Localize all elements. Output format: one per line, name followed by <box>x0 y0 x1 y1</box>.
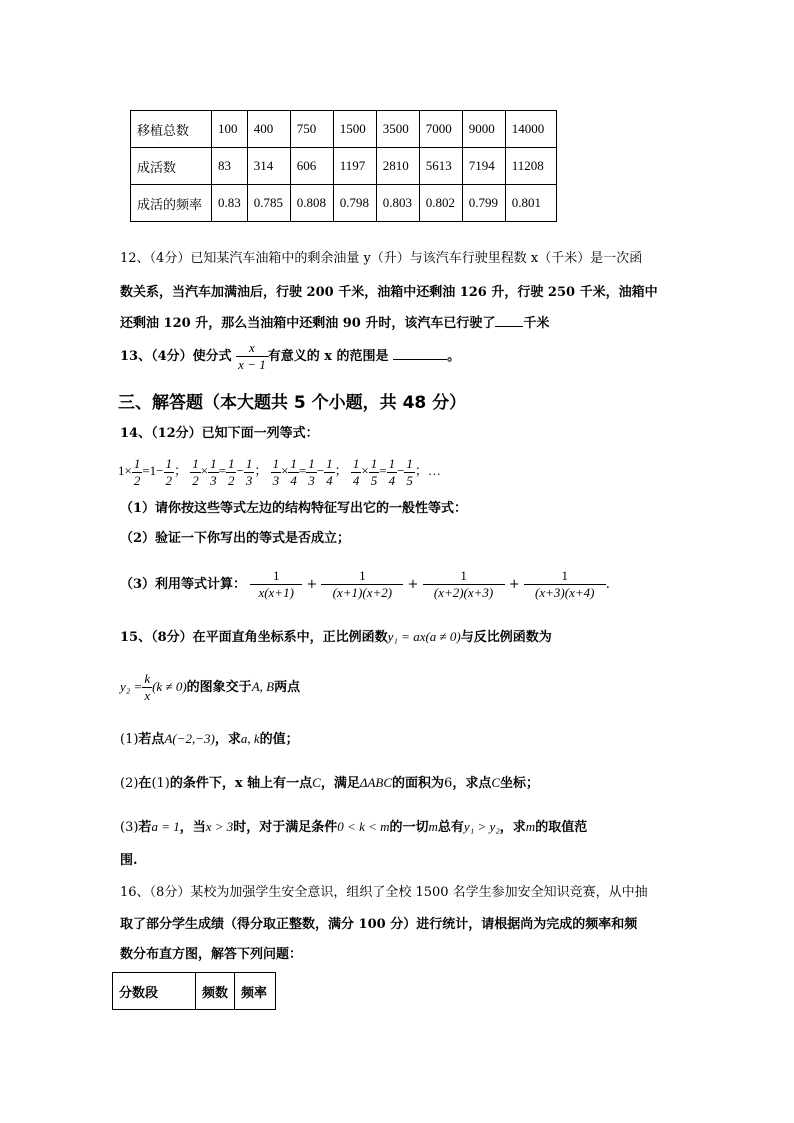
table-cell: 0.801 <box>505 185 556 222</box>
eq-text: =1− <box>142 463 164 478</box>
fraction <box>132 456 143 489</box>
table-row <box>131 148 557 185</box>
fraction <box>190 456 201 489</box>
q15-formula: x > 3 <box>205 819 234 834</box>
table-cell: 7000 <box>419 111 462 148</box>
q16-line2: 取了部分学生成绩（得分取正整数，满分 100 分）进行统计，请根据尚为完成的频率和频 <box>120 917 638 932</box>
fraction <box>387 456 398 489</box>
q12-line2: 数关系，当汽车加满油后，行驶 200 千米，油箱中还剩油 126 升，行驶 250 千米，油箱中 <box>120 285 658 300</box>
numerator: 1 <box>227 455 235 471</box>
q13-denominator: x − 1 <box>238 357 266 372</box>
q15-text: 总有 <box>437 820 464 835</box>
sum-fraction <box>250 568 302 601</box>
sum-fraction <box>321 568 403 601</box>
numerator: 1 <box>326 455 333 471</box>
q15-formula: 0 < k < m <box>337 819 390 834</box>
numerator: 1 <box>272 568 280 583</box>
q15-text: 在 <box>138 776 152 791</box>
q15-text: 的面积为 <box>392 776 445 791</box>
eq-op: − <box>397 463 405 478</box>
eq-text: 1× <box>118 463 132 478</box>
table-cell: 11208 <box>505 148 556 185</box>
plus-sign: + <box>407 577 419 592</box>
q13 <box>120 340 460 374</box>
table-cell: 400 <box>247 111 290 148</box>
table-header: 频率 <box>235 973 276 1010</box>
numerator: 1 <box>561 568 568 583</box>
q13-pre: 13、（4分）使分式 <box>120 349 232 364</box>
fraction <box>369 456 380 489</box>
numerator: 1 <box>388 455 396 471</box>
numerator: k <box>144 671 151 686</box>
numerator: 1 <box>308 455 315 471</box>
q13-post: 有意义的 x 的范围是 <box>267 349 389 364</box>
table-cell: 100 <box>212 111 248 148</box>
q15-formula: m <box>428 819 438 834</box>
score-frequency-table <box>112 972 276 1010</box>
q14-sub3-label: （3）利用等式计算： <box>120 577 247 592</box>
q12-line3-text: 还剩油 120 升，那么当油箱中还剩油 90 升时，该汽车已行驶了 <box>120 316 496 331</box>
q15-text: 与反比例函数为 <box>460 630 552 645</box>
numerator: 1 <box>359 568 366 583</box>
denominator: 3 <box>308 472 315 488</box>
table-cell: 14000 <box>505 111 556 148</box>
q15-text: 的图象交于 <box>186 680 252 695</box>
fraction <box>271 456 282 489</box>
fraction <box>324 456 335 489</box>
q16-line1: 16、（8分）某校为加强学生安全意识，组织了全校 1500 名学生参加安全知识竞赛，从中抽 <box>120 885 648 900</box>
denominator: (x+3)(x+4) <box>524 584 606 601</box>
numerator: 1 <box>272 455 280 471</box>
denominator: 4 <box>326 472 333 488</box>
table-cell: 0.802 <box>419 185 462 222</box>
numerator: 1 <box>352 455 360 471</box>
q14-equations <box>118 452 441 490</box>
q15-sub2 <box>120 774 539 793</box>
q15-text: 的条件下，x 轴上有一点 <box>169 776 313 791</box>
eq-op: − <box>316 463 325 478</box>
table-cell: 606 <box>290 148 333 185</box>
table-cell: 0.799 <box>462 185 505 222</box>
q15-formula: a, k <box>240 731 260 746</box>
table-cell: 0.83 <box>212 185 248 222</box>
q15-text: 的取值范 <box>535 820 588 835</box>
denominator: x(x+1) <box>250 584 302 601</box>
table-cell: 9000 <box>462 111 505 148</box>
table-cell: 314 <box>247 148 290 185</box>
q12-line1: 12、（4分）已知某汽车油箱中的剩余油量 y（升）与该汽车行驶里程数 x（千米）是一次函 <box>120 251 643 266</box>
fraction <box>226 456 237 489</box>
table-cell: 5613 <box>419 148 462 185</box>
section-heading: 三、解答题（本大题共 5 个小题，共 48 分） <box>118 393 467 413</box>
denominator: 5 <box>406 472 413 488</box>
q15-text: ，当 <box>179 820 206 835</box>
numerator: 1 <box>133 455 141 471</box>
q15-formula: y₂ = <box>120 679 143 694</box>
table-cell: 83 <box>212 148 248 185</box>
fraction <box>404 456 415 489</box>
item-number: (2) <box>120 776 139 791</box>
table-header: 频数 <box>196 973 235 1010</box>
survival-rate-table <box>130 110 557 222</box>
denominator: 2 <box>133 472 141 488</box>
eq-op: = <box>298 463 307 478</box>
q15-formula: y₁ > y₂ <box>463 819 500 834</box>
numerator: 1 <box>460 568 467 583</box>
table-row <box>131 111 557 148</box>
q15-text: 两点 <box>274 680 301 695</box>
denominator: 2 <box>227 472 235 488</box>
fraction <box>351 456 362 489</box>
q15-formula: y₁ = ax(a ≠ 0) <box>387 629 461 644</box>
eq-op: × <box>200 463 209 478</box>
q15-formula: C <box>312 775 321 790</box>
denominator: 5 <box>370 472 378 488</box>
q15-text: ，满足 <box>320 776 360 791</box>
q13-answer-blank[interactable] <box>393 345 447 360</box>
fraction <box>142 671 152 704</box>
table-header: 分数段 <box>113 973 196 1010</box>
denominator: 2 <box>165 472 173 488</box>
period: . <box>605 577 610 592</box>
denominator: (x+1)(x+2) <box>321 584 403 601</box>
eq-op: = <box>379 463 387 478</box>
eq-separator: ； <box>334 463 348 478</box>
denominator: (x+2)(x+3) <box>423 584 505 601</box>
q15-text: ，求 <box>499 820 526 835</box>
q14-sub2: （2）验证一下你写出的等式是否成立； <box>120 531 351 546</box>
denominator: 3 <box>210 472 217 488</box>
numerator: 1 <box>406 455 413 471</box>
denominator: 4 <box>352 472 360 488</box>
table-cell: 0.803 <box>376 185 419 222</box>
eq-separator: ； <box>414 463 428 478</box>
table-row <box>113 973 276 1010</box>
numerator: 1 <box>370 455 378 471</box>
q15-formula: (k ≠ 0) <box>152 679 187 694</box>
plus-sign: + <box>508 577 520 592</box>
fraction <box>164 456 175 489</box>
fraction <box>244 456 255 489</box>
q12-line3 <box>120 312 549 333</box>
ellipsis: … <box>427 463 441 478</box>
table-cell: 0.808 <box>290 185 333 222</box>
numerator: 1 <box>245 455 253 471</box>
table-cell: 0.798 <box>333 185 376 222</box>
q15-formula: a = 1 <box>151 819 180 834</box>
table-cell: 1500 <box>333 111 376 148</box>
q15-line2 <box>120 668 300 707</box>
table-row <box>131 185 557 222</box>
table-cell: 2810 <box>376 148 419 185</box>
q15-formula: ΔABC <box>359 775 393 790</box>
q15-formula: C <box>491 775 500 790</box>
q14-sub1: （1）请你按这些等式左边的结构特征写出它的一般性等式： <box>120 501 468 516</box>
q15-points: A, B <box>251 679 275 694</box>
eq-op: − <box>236 463 244 478</box>
eq-op: × <box>281 463 289 478</box>
q15-text: 15、（8分）在平面直角坐标系中，正比例函数 <box>120 630 388 645</box>
numerator: 1 <box>192 455 199 471</box>
plus-sign: + <box>306 577 318 592</box>
item-number: (1) <box>120 732 139 747</box>
q15-formula: A(−2,−3) <box>164 731 215 746</box>
q13-end: 。 <box>447 349 461 364</box>
table-cell: 1197 <box>333 148 376 185</box>
q12-answer-blank[interactable] <box>495 312 523 327</box>
denominator: x <box>144 688 151 703</box>
q12-line3-unit: 千米 <box>523 316 550 331</box>
fraction <box>306 456 317 489</box>
eq-separator: ； <box>254 463 268 478</box>
q13-numerator: x <box>249 340 255 355</box>
q15-text: 的值； <box>259 732 299 747</box>
eq-op: × <box>361 463 369 478</box>
sum-fraction <box>524 568 606 601</box>
q14-intro: 14、（12分）已知下面一列等式： <box>120 426 319 441</box>
q15-text: 时，对于满足条件 <box>233 820 338 835</box>
denominator: 4 <box>290 472 297 488</box>
q13-fraction <box>236 340 268 373</box>
q16-line3: 数分布直方图，解答下列问题： <box>120 947 303 962</box>
table-cell: 3500 <box>376 111 419 148</box>
q15-formula: 6 <box>444 776 453 791</box>
table-cell: 750 <box>290 111 333 148</box>
table-cell: 成活的频率 <box>131 185 212 222</box>
item-number: (3) <box>120 820 139 835</box>
fraction <box>208 456 219 489</box>
q15-line1 <box>120 628 552 647</box>
denominator: 3 <box>245 472 253 488</box>
numerator: 1 <box>165 455 173 471</box>
q15-text: 若点 <box>138 732 165 747</box>
q15-text: 坐标； <box>500 776 540 791</box>
table-cell: 0.785 <box>247 185 290 222</box>
eq-op: = <box>218 463 226 478</box>
fraction <box>288 456 299 489</box>
q15-sub1 <box>120 730 299 749</box>
eq-separator: ； <box>174 463 188 478</box>
denominator: 2 <box>192 472 199 488</box>
q15-formula: m <box>525 819 536 834</box>
numerator: 1 <box>290 455 297 471</box>
q15-text: ，求 <box>214 732 241 747</box>
q15-ref: (1) <box>151 776 170 791</box>
table-cell: 成活数 <box>131 148 212 185</box>
denominator: 4 <box>388 472 396 488</box>
table-cell: 移植总数 <box>131 111 212 148</box>
q15-text: 的一切 <box>389 820 429 835</box>
denominator: 3 <box>272 472 280 488</box>
q15-text: ，求点 <box>452 776 492 791</box>
q15-sub3-cont: 围. <box>120 853 138 868</box>
q15-text: 若 <box>138 820 152 835</box>
q14-sub3 <box>120 565 610 605</box>
q15-sub3 <box>120 818 587 837</box>
sum-fraction <box>423 568 505 601</box>
table-cell: 7194 <box>462 148 505 185</box>
numerator: 1 <box>210 455 217 471</box>
